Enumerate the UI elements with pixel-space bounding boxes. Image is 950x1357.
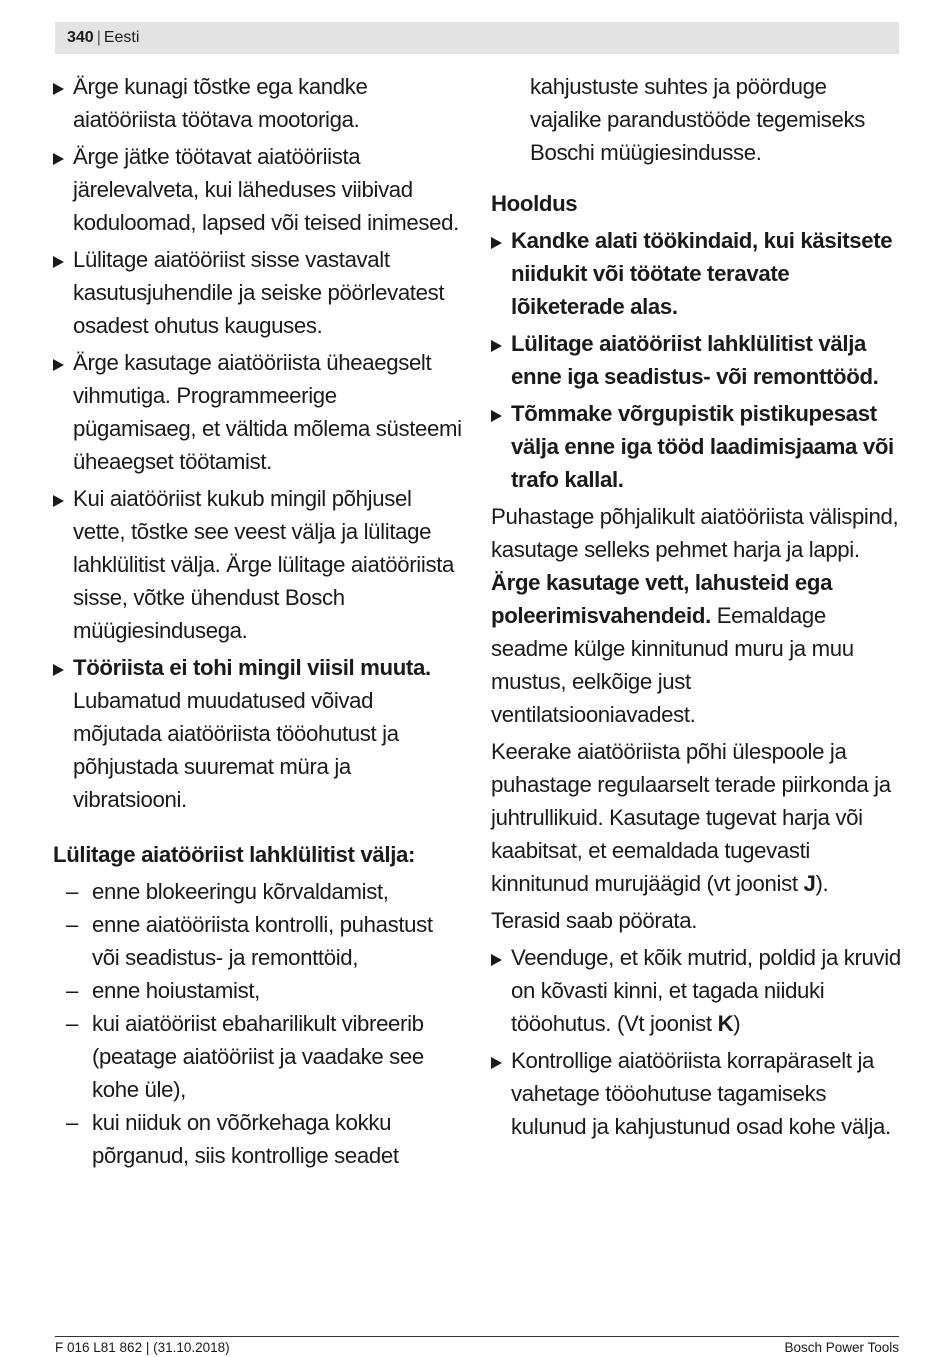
bullet-text: Lubamatud muudatused võivad mõjutada aiatööriista tööohutust ja põhjustada suuremat müra ja vibratsiooni. <box>73 688 399 812</box>
right-column <box>491 70 901 1147</box>
remove-text: Eemaldage seadme külge kinnitunud muru ja muu mustus, eelkõige just ventilatsiooniavadest. <box>491 603 854 727</box>
bullet-text: Tõmmake võrgupistik pistikupesast välja enne iga tööd laadimisjaama või trafo kallal. <box>511 401 894 492</box>
bullet-text-end: ) <box>733 1011 741 1036</box>
bullet-item <box>53 70 463 136</box>
maintenance-heading: Hooldus <box>491 191 578 216</box>
bullet-item <box>53 346 463 478</box>
bullet-triangle-icon <box>53 256 64 268</box>
dash-text: kui niiduk on võõrkehaga kokku põrganud, siis kontrollige seadet <box>92 1110 399 1168</box>
dash-mark: – <box>66 879 78 904</box>
bullet-bold-text: Tööriista ei tohi mingil viisil muuta. <box>73 655 431 680</box>
bullet-triangle-icon <box>53 83 64 95</box>
cleaning-text: Puhastage põhjalikult aiatööriista välispind, kasutage selleks pehmet harja ja lappi. <box>491 504 899 562</box>
bullet-text: Ärge kasutage aiatööriista üheaegselt vihmutiga. Programmeerige pügamisaeg, et vältida mõlema süsteemi üheaegset töötamist. <box>73 350 462 474</box>
dash-item <box>53 1007 463 1106</box>
dash-text: enne blokeeringu kõrvaldamist, <box>92 879 389 904</box>
bullet-item <box>491 1044 901 1143</box>
bullet-item <box>53 243 463 342</box>
figure-ref-j: J <box>803 871 816 896</box>
cleaning-warning: Ärge kasutage vett, lahusteid ega poleerimisvahendeid. <box>491 570 833 628</box>
footer-brand: Bosch Power Tools <box>784 1340 899 1355</box>
header-language: Eesti <box>103 29 140 46</box>
bullet-triangle-icon <box>53 359 64 371</box>
continuation-span: kahjustuste suhtes ja pöörduge vajalike parandustööde tegemiseks Boschi müügiesindusse. <box>530 74 866 165</box>
footer-divider <box>55 1336 899 1337</box>
bullet-triangle-icon <box>491 954 502 966</box>
bullet-item <box>491 327 901 393</box>
bullet-text: Ärge kunagi tõstke ega kandke aiatööriista töötava mootoriga. <box>73 74 368 132</box>
bullet-text: Veenduge, et kõik mutrid, poldid ja kruvid on kõvasti kinni, et tagada niiduki tööohutus. (Vt joonist <box>511 945 901 1036</box>
bullet-text: Kontrollige aiatööriista korrapäraselt ja vahetage tööohutuse tagamiseks kulunud ja kahjustunud osad kohe välja. <box>511 1048 891 1139</box>
bullet-text: Kandke alati töökindaid, kui käsitsete niidukit või töötate teravate lõiketerade alas. <box>511 228 893 319</box>
bullet-triangle-icon <box>491 340 502 352</box>
bullet-text: Lülitage aiatööriist lahklülitist välja enne iga seadistus- või remonttööd. <box>511 331 879 389</box>
page-header <box>55 22 899 54</box>
bullet-triangle-icon <box>491 1057 502 1069</box>
dash-text: kui aiatööriist ebaharilikult vibreerib (peatage aiatööriist ja vaadake see kohe üle), <box>92 1011 424 1102</box>
bullet-item <box>491 941 901 1040</box>
dash-item <box>53 875 463 908</box>
blades-paragraph: Terasid saab pöörata. <box>491 908 698 933</box>
bullet-text: Lülitage aiatööriist sisse vastavalt kasutusjuhendile ja seiske pöörlevatest osadest ohutus kauguses. <box>73 247 445 338</box>
bullet-item <box>53 651 463 816</box>
bullet-triangle-icon <box>53 153 64 165</box>
dash-text: enne aiatööriista kontrolli, puhastust või seadistus- ja remonttöid, <box>92 912 433 970</box>
dash-item <box>53 1106 463 1172</box>
turn-paragraph <box>491 735 901 900</box>
turn-text: Keerake aiatööriista põhi ülespoole ja puhastage regulaarselt terade piirkonda ja juhtrullikuid. Kasutage tugevat harja või kaabitsat, et eemaldada tugevasti kinnitunud murujäägid (vt joonist <box>491 739 891 896</box>
header-text <box>67 29 139 47</box>
dash-mark: – <box>66 912 78 937</box>
dash-mark: – <box>66 978 78 1003</box>
bullet-triangle-icon <box>491 410 502 422</box>
page-number: 340 <box>67 29 94 46</box>
dash-mark: – <box>66 1011 78 1036</box>
bullet-triangle-icon <box>53 664 64 676</box>
left-column <box>53 70 463 1172</box>
bullet-text: Ärge jätke töötavat aiatööriista järelevalveta, kui läheduses viibivad koduloomad, lapsed või teised inimesed. <box>73 144 459 235</box>
dash-text: enne hoiustamist, <box>92 978 260 1003</box>
bullet-item <box>491 224 901 323</box>
bullet-item <box>491 397 901 496</box>
continuation-text <box>491 70 901 169</box>
turn-end: ). <box>815 871 829 896</box>
bullet-triangle-icon <box>53 495 64 507</box>
dash-item <box>53 908 463 974</box>
dash-item <box>53 974 463 1007</box>
figure-ref-k: K <box>717 1011 734 1036</box>
header-separator: | <box>96 29 101 46</box>
bullet-item <box>53 482 463 647</box>
switch-off-heading: Lülitage aiatööriist lahklülitist välja: <box>53 842 416 867</box>
bullet-text: Kui aiatööriist kukub mingil põhjusel vette, tõstke see veest välja ja lülitage lahklülitist välja. Ärge lülitage aiatööriista sisse, võtke ühendust Bosch müügiesindusega. <box>73 486 455 643</box>
bullet-item <box>53 140 463 239</box>
cleaning-paragraph <box>491 500 901 731</box>
footer-doc-id: F 016 L81 862 | (31.10.2018) <box>55 1340 230 1355</box>
bullet-triangle-icon <box>491 237 502 249</box>
dash-mark: – <box>66 1110 78 1135</box>
